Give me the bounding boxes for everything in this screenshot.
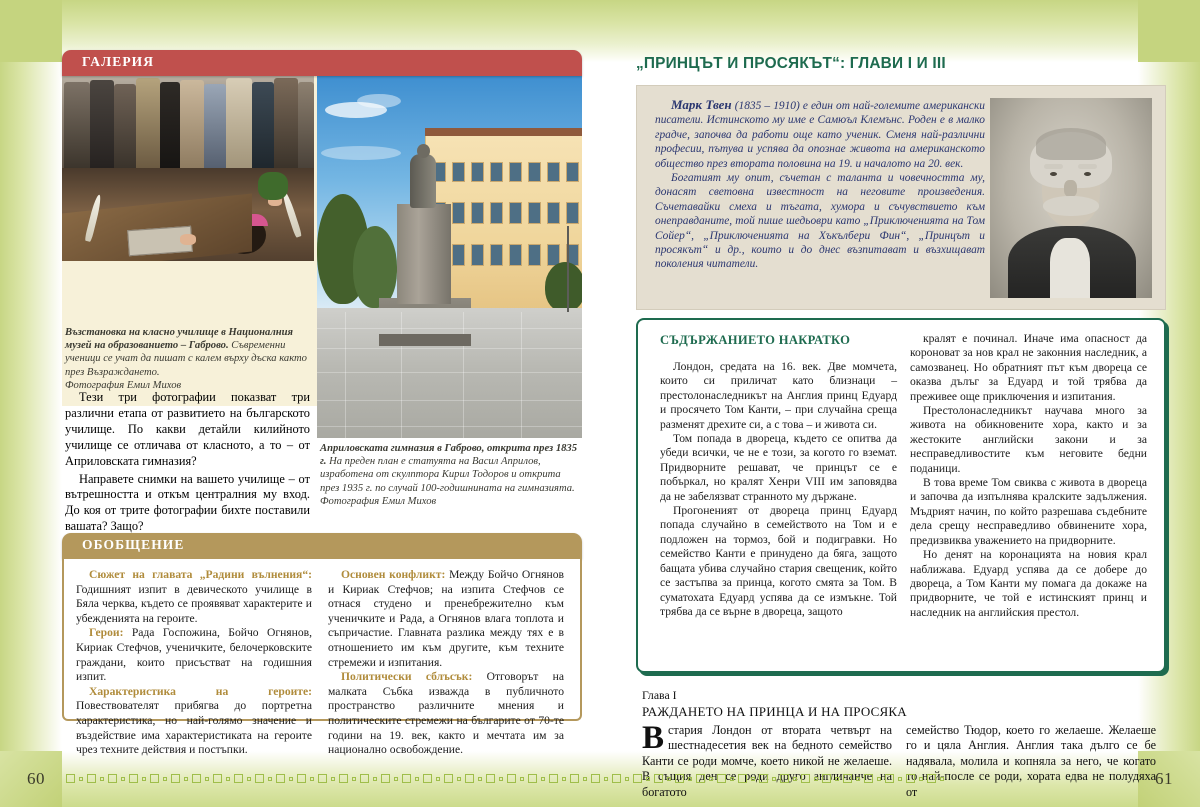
summary-item-lead: Политически сблъсък:: [341, 670, 473, 684]
decorative-left-band: [0, 0, 62, 807]
author-portrait-photo: [990, 98, 1152, 298]
footer-ornament-square: [66, 774, 75, 783]
author-bio-p1-rest: (1835 – 1910) е един от най-големите американски писатели. Истинското му име е Самюъл Клемънс. Роден е в малко градче, започва да работи още като ученик. Сменя най-различни професии, пътува и успява да опознае живота на американското общество през втората половина на 19. и началото на 20. век.: [655, 100, 985, 170]
footer-ornament-dot: [919, 777, 923, 781]
footer-ornament-dot: [730, 777, 734, 781]
footer-ornament-square: [213, 774, 222, 783]
footer-ornament-dot: [310, 777, 314, 781]
chapter-label: Глава I: [642, 688, 677, 702]
footer-ornament-dot: [520, 777, 524, 781]
summary-item-lead: Герои:: [89, 626, 124, 640]
footer-ornament-dot: [394, 777, 398, 781]
footer-ornament-dot: [331, 777, 335, 781]
photo-caption-classroom: [65, 326, 310, 392]
footer-ornament-square: [486, 774, 495, 783]
chapter-body-column-right: семейство Тюдор, което го желаеше. Желаеше го и цяла Англия. Англия така дълго се бе надявала, молила и копняла за него, че когато то най-после се роди, хората едва не полудяха от: [906, 723, 1156, 799]
footer-ornament-dot: [772, 777, 776, 781]
footer-ornament-square: [759, 774, 768, 783]
footer-ornament-dot: [583, 777, 587, 781]
summary-item: [76, 568, 312, 626]
footer-ornament-dot: [352, 777, 356, 781]
photo-classroom-reenactment: [62, 76, 314, 261]
author-bio-paragraph-1: [655, 98, 985, 171]
summary-item: [328, 568, 564, 670]
footer-ornament-square: [633, 774, 642, 783]
summary-column-left: [76, 568, 312, 757]
summary-item-text: Рада Госпожина, Бойчо Огнянов, Кириак Стефчов, ученичките, белочерковските граждани, които присъстват на годишния изпит.: [76, 626, 312, 684]
footer-ornament-square: [150, 774, 159, 783]
footer-ornament-square: [675, 774, 684, 783]
caption-2-bold: Априловската гимназия в Габрово, открита през 1835 г.: [320, 443, 578, 468]
footer-ornament-dot: [478, 777, 482, 781]
chapter-title: РАЖДАНЕТО НА ПРИНЦА И НА ПРОСЯКА: [642, 704, 907, 719]
footer-ornament-dot: [289, 777, 293, 781]
caption-2-rest: На преден план е статуята на Васил Априлов, изработена от скулптора Кирил Тодоров и открита през 1935 г. по случай 100-годишнината на гимназията.: [320, 456, 575, 494]
gallery-header-bar: [62, 50, 582, 76]
footer-ornament-square: [171, 774, 180, 783]
footer-ornament-dot: [163, 777, 167, 781]
footer-ornament-square: [507, 774, 516, 783]
footer-ornament-square: [570, 774, 579, 783]
footer-ornament-dot: [247, 777, 251, 781]
footer-ornament-dot: [646, 777, 650, 781]
summary-column-right: [328, 568, 565, 757]
summary-item-lead: Характеристика на героите:: [89, 684, 312, 698]
page-number-left: 60: [27, 769, 45, 788]
footer-ornament-square: [423, 774, 432, 783]
plot-paragraph: В това време Том свиква с живота в двореца и започва да изпълнява кралските задължения. Мъдрият начин, по който разрешава съдебните дела срещу несправедливо обвинените хора, предизвиква уважението на придворните.: [910, 476, 1147, 547]
footer-ornament-square: [465, 774, 474, 783]
footer-ornament-square: [129, 774, 138, 783]
footer-ornament-square: [444, 774, 453, 783]
footer-ornament-dot: [667, 777, 671, 781]
caption-1-credit: Фотография Емил Михов: [65, 379, 182, 391]
plot-paragraph: Но денят на коронацията на новия крал наближава. Едуард успява да се добере до двореца, а Том Канти му помага да докаже на придворните, че той е истинският принц и наследник на английския престол.: [910, 548, 1147, 619]
footer-ornament-square: [906, 774, 915, 783]
footer-ornament-dot: [373, 777, 377, 781]
footer-ornament-square: [612, 774, 621, 783]
footer-ornament-dot: [184, 777, 188, 781]
footer-ornament-dot: [541, 777, 545, 781]
footer-ornament-dot: [709, 777, 713, 781]
plot-paragraph: кралят е починал. Иначе има опасност да короноват за нов крал не законния наследник, а самозванец. Но обратният път към двореца се оказва дълъг за Едуард и той трябва да преживее още приключения и изпитания.: [910, 332, 1147, 403]
footer-ornament-dot: [877, 777, 881, 781]
footer-ornament-square: [654, 774, 663, 783]
plot-paragraph: Том попада в двореца, където се опитва да убеди всички, че не е този, за когото го вземат. Придворните решават, че принцът се е побъркал, но кралят Хенри VIII им заповядва да не забелязват странното му държане.: [660, 432, 897, 503]
footer-ornament-square: [885, 774, 894, 783]
footer-ornament-square: [360, 774, 369, 783]
photo-caption-aprilov: [320, 442, 582, 508]
plot-paragraph: Престолонаследникът научава много за живота на обикновените хора, както и за жестоките английски закони и за несправедливостите към неговите бедни поданици.: [910, 404, 1147, 475]
page-number-right: 61: [1155, 769, 1173, 788]
caption-1-rest: Съвременни ученици се учат да пишат с калем върху дъска както през Възраждането.: [65, 340, 307, 378]
summary-item-lead: Сюжет на главата „Радини вълнения“:: [89, 568, 312, 581]
footer-ornament-dot: [415, 777, 419, 781]
footer-ornament-dot: [205, 777, 209, 781]
footer-ornament-square: [381, 774, 390, 783]
footer-ornament-dot: [751, 777, 755, 781]
footer-ornament-dot: [457, 777, 461, 781]
plot-paragraph: Лондон, средата на 16. век. Две момчета, които си приличат като близнаци – престолонаследникът на Англия принц Едуард и просячето Том Канти, – при случайна среща разменят дрехите си, а с това – и живота си.: [660, 360, 897, 431]
lesson-title: „ПРИНЦЪТ И ПРОСЯКЪТ“: ГЛАВИ I И III: [636, 55, 946, 72]
chapter-dropcap: В: [642, 720, 665, 756]
caption-1-bold: Възстановка на класно училище в Националния музей на образованието – Габрово.: [65, 327, 294, 352]
author-bio-panel: [636, 85, 1166, 310]
footer-ornament-dot: [688, 777, 692, 781]
footer-ornament-square: [318, 774, 327, 783]
gallery-questions: [65, 390, 310, 537]
footer-ornament-dot: [226, 777, 230, 781]
gallery-panel: [62, 50, 582, 534]
footer-ornament-square: [696, 774, 705, 783]
footer-ornament-dot: [562, 777, 566, 781]
footer-ornament-dot: [856, 777, 860, 781]
footer-ornament-square: [276, 774, 285, 783]
photo-aprilov-high-school: [317, 76, 582, 438]
plot-summary-title: СЪДЪРЖАНИЕТО НАКРАТКО: [660, 333, 851, 347]
footer-ornament-square: [927, 774, 936, 783]
caption-2-credit: Фотография Емил Михов: [320, 495, 437, 507]
footer-ornament-dot: [604, 777, 608, 781]
plot-paragraph: Прогоненият от двореца принц Едуард попада случайно в семейството на Том и е подложен на тормоз, бой и подигравки. Но семейство Канти е принудено да бяга, защото бащата убива случайно стария свещеник, който се застъпва за принца, когото смята за Том. В суматохата Едуард успява да се измъкне. Той трябва да се върне в двореца, защото: [660, 504, 897, 618]
summary-item-lead: Основен конфликт:: [341, 568, 446, 581]
footer-ornament-square: [402, 774, 411, 783]
gallery-question-2: Направете снимки на вашето училище – от вътрешността и откъм централния му вход. До коя от трите фотографии бихте поставили вашата? Защо?: [65, 471, 310, 534]
chapter-body-text-left: стария Лондон от втората четвърт на шестнадесетия век на бедното семейство Канти се роди момче, което никой не желаеше. В същия ден се роди друго англичанче на богатото: [642, 723, 892, 799]
footer-ornament-dot: [940, 777, 944, 781]
footer-ornament-dot: [100, 777, 104, 781]
footer-ornament-square: [339, 774, 348, 783]
footer-ornament-square: [780, 774, 789, 783]
footer-ornament-square: [843, 774, 852, 783]
summary-item-text: Отговорът на малката Събка изважда в публичното пространство различните мнения и политическите стремежи на българите от 70-те години на 19. век, както и мечтата им за национално освобождение.: [328, 670, 564, 757]
summary-item-text: Годишният изпит в девическото училище в Бяла черква, където се проявяват характерите и убежденията на героите.: [76, 582, 312, 625]
plot-summary-column-left: [660, 360, 897, 619]
footer-ornament-square: [822, 774, 831, 783]
gallery-header-label: ГАЛЕРИЯ: [82, 54, 155, 69]
footer-ornament-square: [549, 774, 558, 783]
footer-ornament-square: [192, 774, 201, 783]
summary-item: [76, 685, 312, 758]
footer-ornament-square: [591, 774, 600, 783]
footer-ornament-dot: [835, 777, 839, 781]
footer-ornament-dot: [625, 777, 629, 781]
summary-item-text: Между Бойчо Огнянов и Кириак Стефчов; на изпита Стефчов се отнася студено и пренебрежително към ученичките и Рада, а Огнянов влага топлота и съпричастие. Главната разлика между тях е в отношението им към другите, към техните стремежи и изпитания.: [328, 568, 565, 669]
gallery-question-1: Тези три фотографии показват три различни етапа от развитието на българското училище. По какви детайли килийното училище се отличава от класното, а то – от Априловската гимназия?: [65, 390, 310, 468]
footer-ornament-dot: [814, 777, 818, 781]
footer-ornament-square: [801, 774, 810, 783]
summary-header-label: ОБОБЩЕНИЕ: [82, 537, 185, 552]
footer-ornament-square: [297, 774, 306, 783]
author-bio-text: [655, 98, 985, 272]
footer-ornament-rule: [66, 772, 1134, 785]
footer-ornament-dot: [898, 777, 902, 781]
footer-ornament-dot: [79, 777, 83, 781]
summary-header-bar: [62, 533, 582, 559]
author-bio-paragraph-2: Богатият му опит, съчетан с таланта и човечността му, донасят световна известност на неговите произведения. Съчетавайки смеха и тъгата, хумора и съчувствието към онеправданите, той пише шедьоври като „Приключенията на Том Сойер“, „Приключенията на Хъкълбери Фин“, „Принцът и просякът“ и др., които и до днес възпитават и възхищават поколения читатели.: [655, 172, 985, 271]
author-name: Марк Твен: [671, 97, 732, 112]
footer-ornament-square: [717, 774, 726, 783]
corner-ornament-top-left: [0, 0, 62, 62]
chapter-body-column-left: [642, 720, 892, 800]
footer-ornament-square: [864, 774, 873, 783]
plot-summary-panel: [636, 318, 1166, 673]
footer-ornament-square: [234, 774, 243, 783]
footer-ornament-square: [528, 774, 537, 783]
summary-item-text: Повествователят прибягва до портретна характеристика, но най-голямо значение и въздействие има характеристиката на героите чрез техните действия и постъпки.: [76, 699, 312, 757]
footer-ornament-dot: [121, 777, 125, 781]
summary-item: [76, 626, 312, 684]
footer-ornament-dot: [142, 777, 146, 781]
footer-ornament-square: [108, 774, 117, 783]
left-page: [62, 40, 592, 757]
footer-ornament-dot: [793, 777, 797, 781]
summary-panel: [62, 533, 582, 757]
plot-summary-column-right: [910, 332, 1147, 620]
footer-ornament-square: [738, 774, 747, 783]
footer-ornament-dot: [436, 777, 440, 781]
summary-body: [62, 559, 582, 757]
summary-item: [328, 670, 564, 758]
footer-ornament-square: [87, 774, 96, 783]
footer-ornament-dot: [268, 777, 272, 781]
footer-ornament-dot: [499, 777, 503, 781]
footer-ornament-square: [255, 774, 264, 783]
